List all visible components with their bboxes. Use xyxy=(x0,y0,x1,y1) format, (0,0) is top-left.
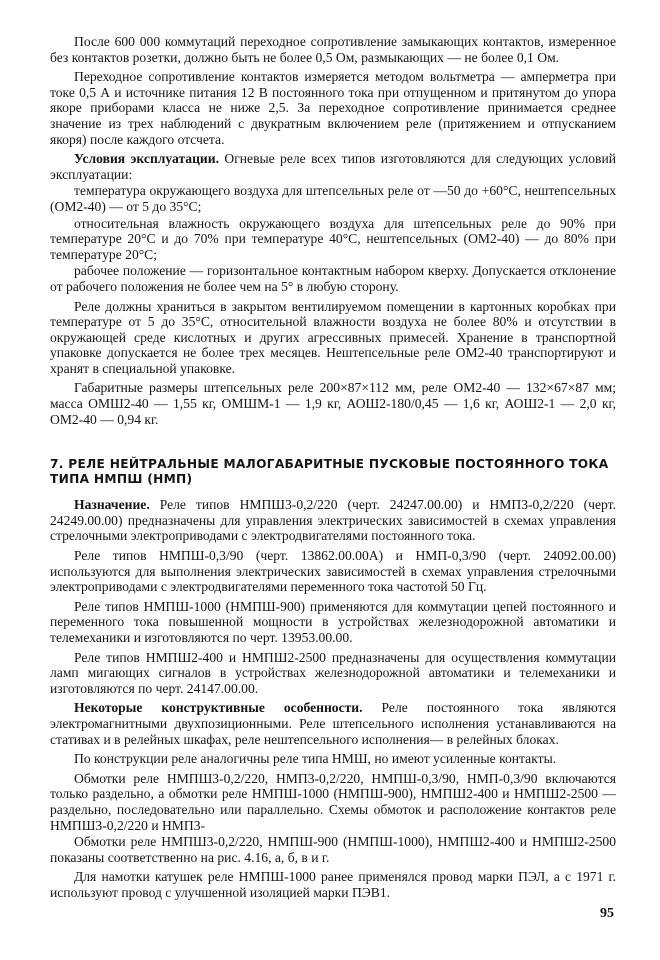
purpose-lead: Назначение. xyxy=(74,497,150,513)
list-item: рабочее положение — горизонтальное контактным набором кверху. Допускается отклонение от рабочего положения не более чем на 5° в любую сторону. xyxy=(50,263,616,294)
paragraph: Для намотки катушек реле НМПШ-1000 ранее применялся провод марки ПЭЛ, а с 1971 г. используют провод с улучшенной изоляцией марки ПЭВ1. xyxy=(50,869,616,900)
paragraph: Обмотки реле НМПШ3-0,2/220, НМП3-0,2/220, НМПШ-0,3/90, НМП-0,3/90 включаются только раздельно, а обмотки реле НМПШ-1000 (НМПШ-900), НМПШ2-400 и НМПШ2-2500 — раздельно, последовательно или параллельно. Схемы обмоток и расположение контактов реле НМПШ3-0,2/220 и НМП3- xyxy=(50,770,616,833)
section-heading: 7. РЕЛЕ НЕЙТРАЛЬНЫЕ МАЛОГАБАРИТНЫЕ ПУСКОВЫЕ ПОСТОЯННОГО ТОКА ТИПА НМПШ (НМП) xyxy=(50,457,609,487)
list-item: температура окружающего воздуха для штепсельных реле от —50 до +60°С, нештепсельных (ОМ2-40) — от 5 до 35°С; xyxy=(50,183,616,214)
paragraph: Обмотки реле НМПШ3-0,2/220, НМПШ-900 (НМПШ-1000), НМПШ2-400 и НМПШ2-2500 показаны соответственно на рис. 4.16, а, б, в и г. xyxy=(50,834,616,865)
design-lead: Некоторые конструктивные особенности. xyxy=(74,700,363,716)
page-number: 95 xyxy=(600,906,614,921)
paragraph: Переходное сопротивление контактов измеряется методом вольтметра — амперметра при токе 0,5 А и источнике питания 12 В постоянного тока при отпущенном и притянутом до упора якоре приборами класса не ниже 2,5. За переходное сопротивление принимается среднее значение из трех наблюдений с двукратным включением реле (притяжением и отпусканием якоря) после каждого отсчета. xyxy=(50,69,616,147)
design-text: Реле постоянного тока являются электромагнитными двухпозиционными. Реле штепсельного исполнения устанавливаются на стативах и в релейных шкафах, реле нештепсельного исполнения— в релейных блоках. xyxy=(50,700,617,747)
purpose-paragraph xyxy=(50,497,616,544)
operating-conditions-lead: Условия эксплуатации. xyxy=(74,151,219,167)
paragraph: После 600 000 коммутаций переходное сопротивление замыкающих контактов, измеренное без контактов розетки, должно быть не более 0,5 Ом, размыкающих — не более 0,1 Ом. xyxy=(50,34,616,65)
list-item: относительная влажность окружающего воздуха для штепсельных реле до 90% при температуре 20°С и до 70% при температуре 40°С, нештепсельных (ОМ2-40) — до 80% при температуре 20°С; xyxy=(50,215,616,262)
operating-conditions-intro: Огневые реле всех типов изготовляются для следующих условий эксплуатации: xyxy=(50,151,616,182)
operating-conditions-paragraph xyxy=(50,151,616,182)
paragraph: Реле типов НМПШ-1000 (НМПШ-900) применяются для коммутации цепей постоянного и переменного тока повышенной мощности в устройствах железнодорожной автоматики и телемеханики и изготовляются по черт. 13953.00.00. xyxy=(50,598,616,645)
paragraph: Реле типов НМПШ2-400 и НМПШ2-2500 предназначены для осуществления коммутации ламп мигающих сигналов в устройствах железнодорожной автоматики и телемеханики и изготовляются по черт. 24147.00.00. xyxy=(50,649,616,696)
paragraph: Реле должны храниться в закрытом вентилируемом помещении в картонных коробках при температуре от 5 до 35°С, относительной влажности воздуха не более 80% и отсутствии в окружающей среде кислотных и других агрессивных примесей. Хранение в транспортной упаковке допускается не более трех месяцев. Нештепсельные реле ОМ2-40 транспортируют и хранят в специальной упаковке. xyxy=(50,298,616,376)
paragraph: Габаритные размеры штепсельных реле 200×87×112 мм, реле ОМ2-40 — 132×67×87 мм; масса ОМШ2-40 — 1,55 кг, ОМШМ-1 — 1,9 кг, АОШ2-180/0,45 — 1,6 кг, АОШ2-1 — 2,0 кг, ОМ2-40 — 0,94 кг. xyxy=(50,380,616,427)
design-paragraph xyxy=(50,700,616,747)
paragraph: По конструкции реле аналогичны реле типа НМШ, но имеют усиленные контакты. xyxy=(74,751,557,767)
paragraph: Реле типов НМПШ-0,3/90 (черт. 13862.00.00А) и НМП-0,3/90 (черт. 24092.00.00) используются для выполнения электрических зависимостей в схемах управления стрелочными электроприводами с электродвигателями переменного тока частотой 50 Гц. xyxy=(50,548,616,595)
purpose-text: Реле типов НМПШ3-0,2/220 (черт. 24247.00.00) и НМП3-0,2/220 (черт. 24249.00.00) предназначены для управления электрических зависимостей в схемах управления стрелочными электроприводами с электродвигателями постоянного тока. xyxy=(50,497,616,544)
